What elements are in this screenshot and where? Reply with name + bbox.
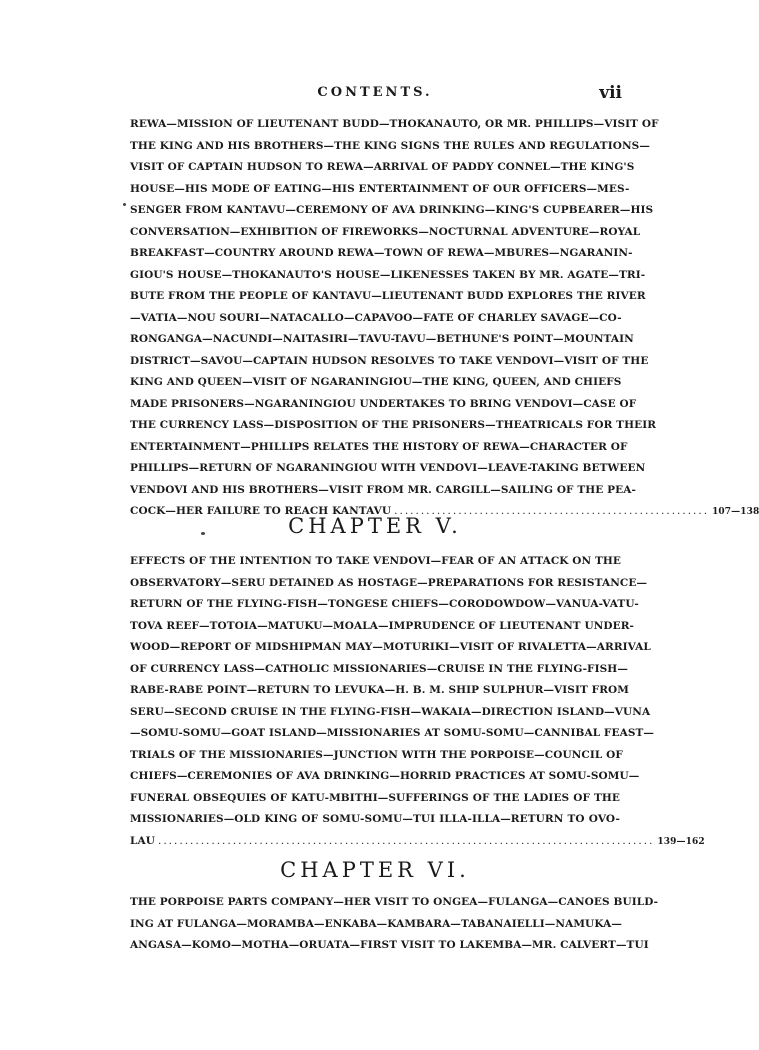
contents-line: RABE-RABE POINT—RETURN TO LEVUKA—H. B. M. SHIP SULPHUR—VISIT FROM	[130, 684, 630, 696]
contents-line: CHIEFS—CEREMONIES OF AVA DRINKING—HORRID PRACTICES AT SOMU-SOMU—	[130, 770, 640, 782]
contents-line: DISTRICT—SAVOU—CAPTAIN HUDSON RESOLVES TO TAKE VENDOVI—VISIT OF THE	[130, 354, 649, 367]
chapter-6-contents	[130, 892, 659, 957]
contents-line: FUNERAL OBSEQUIES OF KATU-MBITHI—SUFFERINGS OF THE LADIES OF THE	[130, 791, 620, 804]
contents-line: OF CURRENCY LASS—CATHOLIC MISSIONARIES—CRUISE IN THE FLYING-FISH—	[130, 662, 628, 675]
contents-line: GIOU'S HOUSE—THOKANAUTO'S HOUSE—LIKENESSES TAKEN BY MR. AGATE—TRI-	[130, 268, 646, 281]
chapter-4-contents	[130, 114, 759, 524]
contents-line: REWA—MISSION OF LIEUTENANT BUDD—THOKANAUTO, OR MR. PHILLIPS—VISIT OF	[130, 118, 659, 130]
contents-line: ANGASA—KOMO—MOTHA—ORUATA—FIRST VISIT TO LAKEMBA—MR. CALVERT—TUI	[130, 939, 649, 951]
contents-line: TOVA REEF—TOTOIA—MATUKU—MOALA—IMPRUDENCE OF LIEUTENANT UNDER-	[130, 619, 635, 632]
contents-line: THE CURRENCY LASS—DISPOSITION OF THE PRISONERS—THEATRICALS FOR THEIR	[130, 419, 657, 431]
contents-line: OBSERVATORY—SERU DETAINED AS HOSTAGE—PREPARATIONS FOR RESISTANCE—	[130, 576, 648, 589]
contents-line: ENTERTAINMENT—PHILLIPS RELATES THE HISTORY OF REWA—CHARACTER OF	[130, 440, 628, 453]
contents-final-line	[130, 831, 705, 854]
chapter-5-heading: CHAPTER V.	[288, 514, 462, 538]
contents-line: RONGANGA—NACUNDI—NAITASIRI—TAVU-TAVU—BETHUNE'S POINT—MOUNTAIN	[130, 333, 634, 345]
contents-line: LAU	[130, 834, 155, 847]
contents-line: PHILLIPS—RETURN OF NGARANINGIOU WITH VENDOVI—LEAVE-TAKING BETWEEN	[130, 462, 646, 474]
contents-line: HOUSE—HIS MODE OF EATING—HIS ENTERTAINMENT OF OUR OFFICERS—MES-	[130, 182, 630, 195]
page-range: 107—138	[712, 507, 759, 517]
contents-line: TRIALS OF THE MISSIONARIES—JUNCTION WITH THE PORPOISE—COUNCIL OF	[130, 748, 623, 761]
contents-line: SERU—SECOND CRUISE IN THE FLYING-FISH—WAKAIA—DIRECTION ISLAND—VUNA	[130, 705, 651, 718]
contents-line: —VATIA—NOU SOURI—NATACALLO—CAPAVOO—FATE OF CHARLEY SAVAGE—CO-	[130, 311, 622, 324]
contents-line: KING AND QUEEN—VISIT OF NGARANINGIOU—THE KING, QUEEN, AND CHIEFS	[130, 376, 622, 388]
dot-leader: .............................................................................................	[158, 834, 655, 847]
running-title: CONTENTS.	[317, 85, 433, 100]
contents-line: BREAKFAST—COUNTRY AROUND REWA—TOWN OF REWA—MBURES—NGARANIN-	[130, 247, 633, 259]
page-number: vii	[599, 83, 622, 103]
contents-line: COCK—HER FAILURE TO REACH KANTAVU	[130, 505, 392, 517]
running-head	[0, 83, 750, 107]
print-speck	[123, 203, 126, 206]
contents-line: ING AT FULANGA—MORAMBA—ENKABA—KAMBARA—TABANAIELLI—NAMUKA—	[130, 917, 622, 930]
contents-line: —SOMU-SOMU—GOAT ISLAND—MISSIONARIES AT SOMU-SOMU—CANNIBAL FEAST—	[130, 727, 655, 739]
contents-line: MADE PRISONERS—NGARANINGIOU UNDERTAKES TO BRING VENDOVI—CASE OF	[130, 397, 637, 410]
contents-line: SENGER FROM KANTAVU—CEREMONY OF AVA DRINKING—KING'S CUPBEARER—HIS	[130, 204, 654, 216]
contents-line: MISSIONARIES—OLD KING OF SOMU-SOMU—TUI ILLA-ILLA—RETURN TO OVO-	[130, 813, 620, 825]
contents-line: EFFECTS OF THE INTENTION TO TAKE VENDOVI—FEAR OF AN ATTACK ON THE	[130, 555, 621, 567]
dot-leader: ...........................................................	[394, 505, 710, 517]
contents-line: VISIT OF CAPTAIN HUDSON TO REWA—ARRIVAL OF PADDY CONNEL—THE KING'S	[130, 161, 635, 173]
chapter-6-heading: CHAPTER VI.	[280, 858, 470, 882]
page-range: 139—162	[657, 836, 705, 847]
contents-line: RETURN OF THE FLYING-FISH—TONGESE CHIEFS—CORODOWDOW—VANUA-VATU-	[130, 598, 639, 610]
contents-line: THE PORPOISE PARTS COMPANY—HER VISIT TO ONGEA—FULANGA—CANOES BUILD-	[130, 896, 659, 908]
contents-line: CONVERSATION—EXHIBITION OF FIREWORKS—NOCTURNAL ADVENTURE—ROYAL	[130, 225, 641, 238]
contents-line: VENDOVI AND HIS BROTHERS—VISIT FROM MR. CARGILL—SAILING OF THE PEA-	[130, 483, 636, 496]
chapter-5-contents	[130, 551, 705, 853]
contents-line: WOOD—REPORT OF MIDSHIPMAN MAY—MOTURIKI—VISIT OF RIVALETTA—ARRIVAL	[130, 641, 651, 653]
contents-line: THE KING AND HIS BROTHERS—THE KING SIGNS THE RULES AND REGULATIONS—	[130, 139, 650, 152]
contents-line: BUTE FROM THE PEOPLE OF KANTAVU—LIEUTENANT BUDD EXPLORES THE RIVER	[130, 290, 646, 302]
